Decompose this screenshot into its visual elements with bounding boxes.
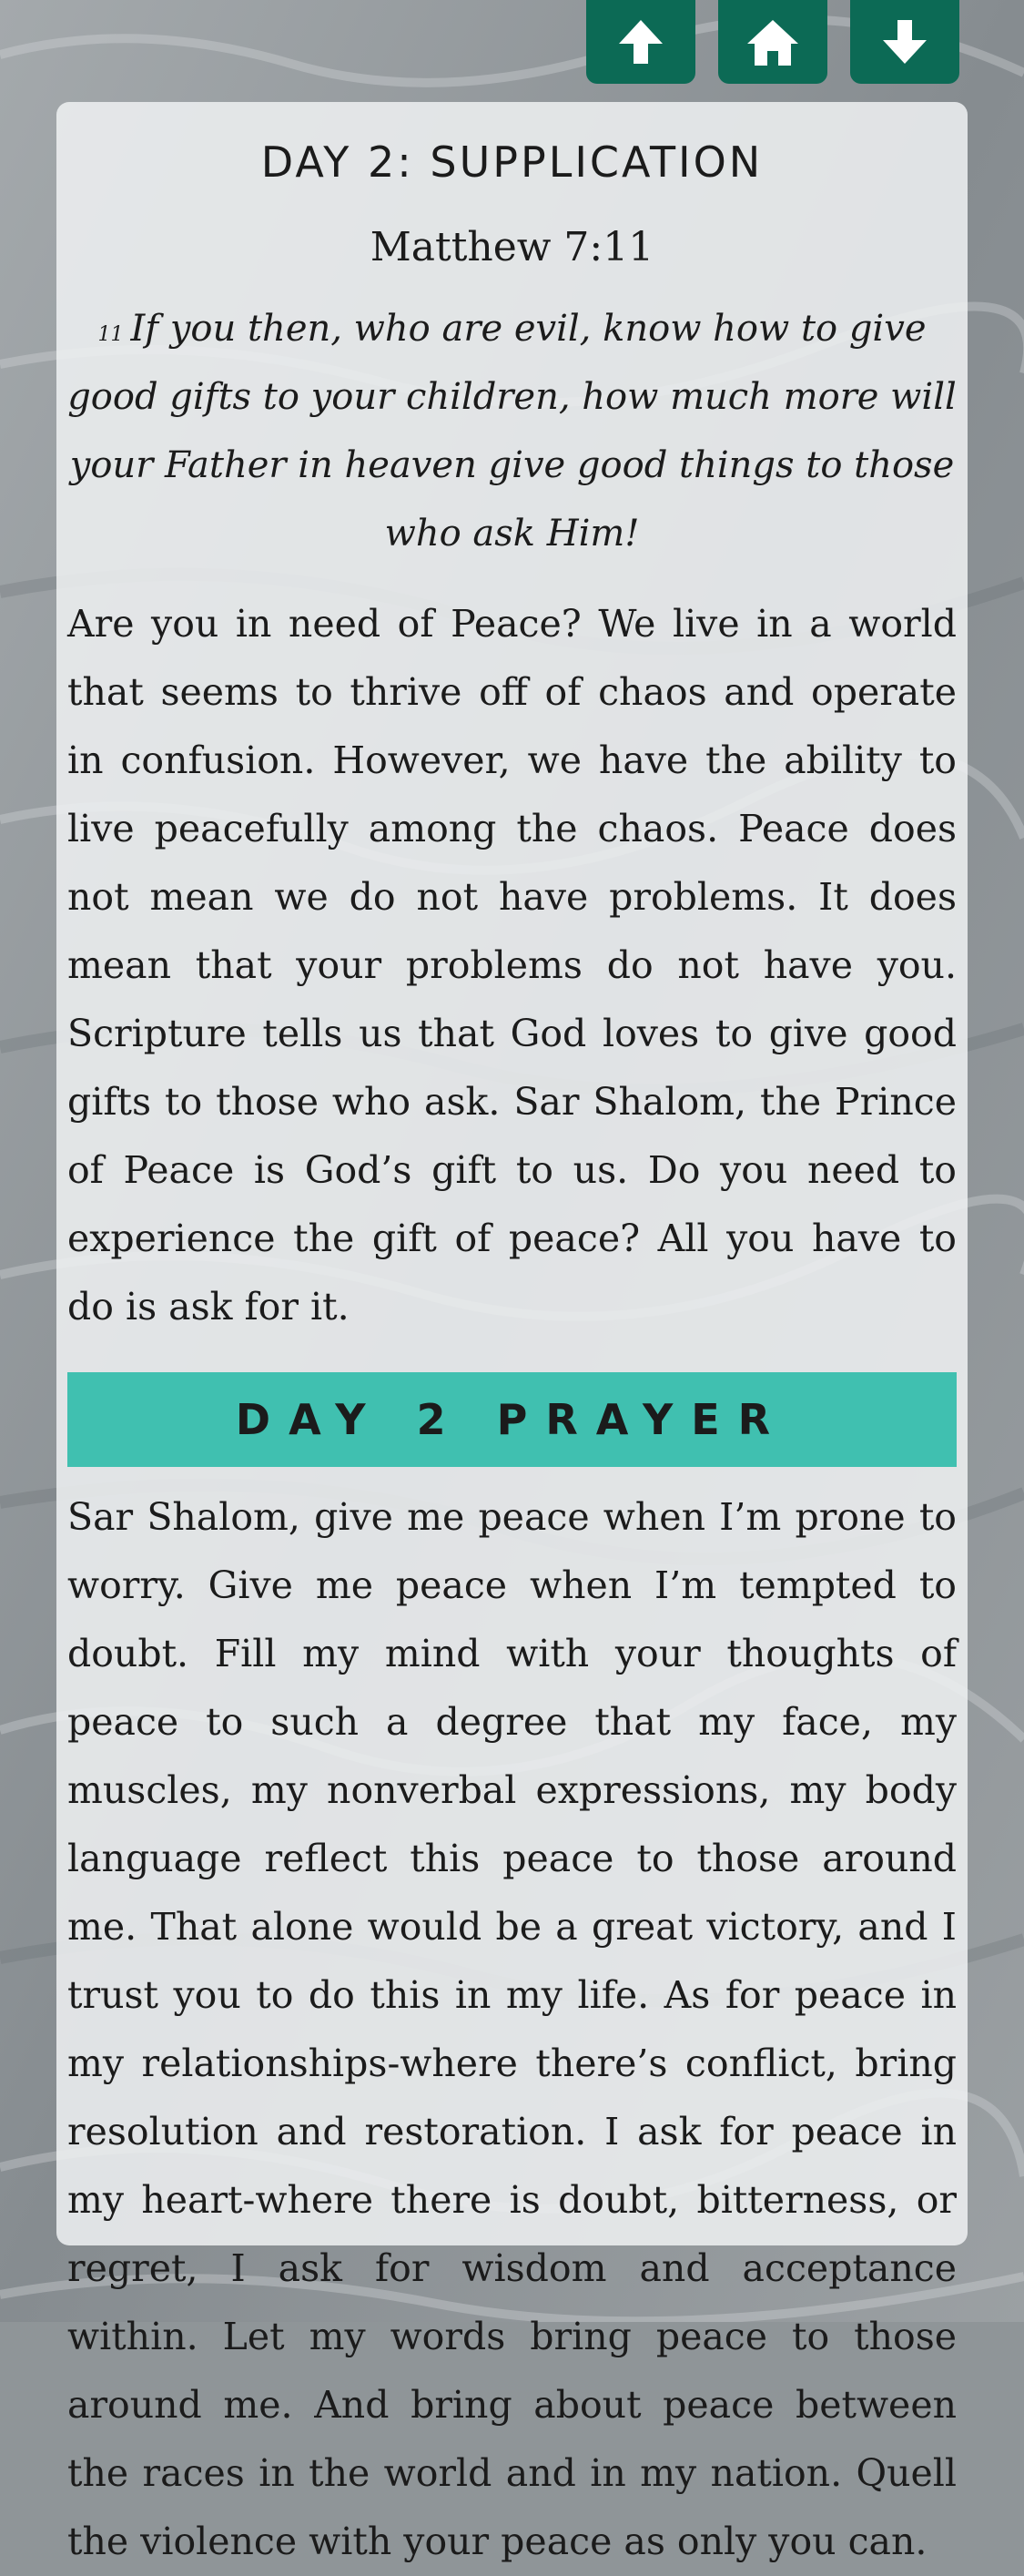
arrow-up-icon [615,16,666,67]
next-page-button[interactable] [850,0,959,84]
verse-text: If you then, who are evil, know how to give good gifts to your children, how much more will your Father in heaven give good things to those who ask Him! [67,308,957,555]
verse-number: 11 [97,323,124,346]
scripture-reference: Matthew 7:11 [370,224,654,270]
prayer-text: Sar Shalom, give me peace when I’m prone to worry. Give me peace when I’m tempted to doubt. Fill my mind with your thoughts of peace to such a degree that my face, my muscles, my nonverbal expressions, my body language reflect this peace to those around me. That alone would be a great victory, and I trust you to do this in my life. As for peace in my relationships-where there’s conflict, bring resolution and restoration. I ask for peace in my heart-where there is doubt, bitterness, or regret, I ask for wisdom and acceptance within. Let my words bring peace to those around me. And bring about peace between the races in the world and in my nation. Quell the violence with your peace as only you can. [67,1495,957,2563]
arrow-down-icon [879,16,930,67]
page-title: DAY 2: SUPPLICATION [260,137,764,187]
home-icon [745,16,800,67]
prayer-heading: DAY 2 PRAYER [235,1395,789,1444]
devotional-text: Are you in need of Peace? We live in a world that seems to thrive off of chaos and operate in confusion. However, we have the ability to live peacefully among the chaos. Peace does not mean we do not have problems. It does mean that your problems do not have you. Scripture tells us that God loves to give good gifts to those who ask. Sar Shalom, the Prince of Peace is God’s gift to us. Do you need to experience the gift of peace? All you have to do is ask for it. [67,602,957,1329]
devotional-card [56,102,968,2563]
scripture-verse [67,295,957,568]
previous-page-button[interactable] [586,0,695,84]
prayer-heading-banner [67,1372,957,1467]
home-button[interactable] [718,0,827,84]
